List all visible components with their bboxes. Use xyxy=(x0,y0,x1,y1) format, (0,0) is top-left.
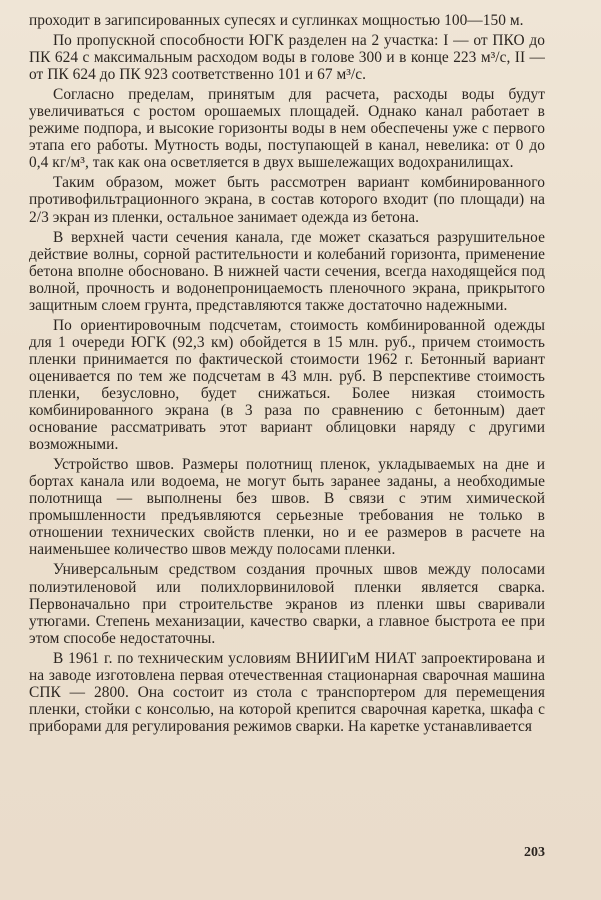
paragraph-8: Универсальным средством создания прочных швов между полосами полиэтиленовой или полихлорвиниловой пленки является сварка. Первоначально при строительстве экранов из пленки швы сваривали утюгами. Степень механизации, качество сварки, а главное быстрота ее при этом способе недостаточны. xyxy=(29,561,545,647)
paragraph-9: В 1961 г. по техническим условиям ВНИИГиМ НИАТ запроектирована и на заводе изготовлена первая отечественная стационарная сварочная машина СПК — 2800. Она состоит из стола с транспортером для перемещения пленки, стойки с консолью, на которой крепится сварочная каретка, шкафа с приборами для регулирования режимов сварки. На каретке устанавливается xyxy=(29,649,545,735)
paragraph-4: Таким образом, может быть рассмотрен вариант комбинированного противофильтрационного экрана, в состав которого входит (по площади) на 2/3 экран из пленки, остальное занимает одежда из бетона. xyxy=(29,174,545,226)
body-text xyxy=(29,12,545,738)
paragraph-3: Согласно пределам, принятым для расчета, расходы воды будут увеличиваться с ростом орошаемых площадей. Однако канал работает в режиме подпора, и высокие горизонты воды в нем обеспечены уже с первого этапа его работы. Мутность воды, поступающей в канал, невелика: от 0 до 0,4 кг/м³, так как она осветляется в двух вышележащих водохранилищах. xyxy=(29,86,545,172)
paragraph-7: Устройство швов. Размеры полотнищ пленок, укладываемых на дне и бортах канала или водоема, не могут быть заранее заданы, а необходимые полотнища — выполнены без швов. В связи с этим химической промышленности предъявляются серьезные требования не только в отношении технических свойств пленки, но и ее размеров в расчете на наименьшее количество швов между полосами пленки. xyxy=(29,456,545,559)
paragraph-2: По пропускной способности ЮГК разделен на 2 участка: I — от ПКО до ПК 624 с максимальным расходом воды в голове 300 и в конце 223 м³/с, II — от ПК 624 до ПК 923 соответственно 101 и 67 м³/с. xyxy=(29,32,545,84)
paragraph-6: По ориентировочным подсчетам, стоимость комбинированной одежды для 1 очереди ЮГК (92,3 км) обойдется в 15 млн. руб., причем стоимость пленки принимается по фактической стоимости 1962 г. Бетонный вариант оценивается по тем же подсчетам в 43 млн. руб. В перспективе стоимость пленки, безусловно, будет снижаться. Более низкая стоимость комбинированного экрана (в 3 раза по сравнению с бетонным) дает основание рассматривать этот вариант облицовки наряду с другими возможными. xyxy=(29,316,545,454)
paragraph-5: В верхней части сечения канала, где может сказаться разрушительное действие волны, сорной растительности и колебаний горизонта, применение бетона вполне обосновано. В нижней части сечения, всегда находящейся под волной, прочность и водонепроницаемость пленочного экрана, прикрытого защитным слоем грунта, представляются также достаточно надежными. xyxy=(29,228,545,314)
page-number: 203 xyxy=(524,845,545,860)
paragraph-1: проходит в загипсированных супесях и суглинках мощностью 100—150 м. xyxy=(29,12,524,29)
